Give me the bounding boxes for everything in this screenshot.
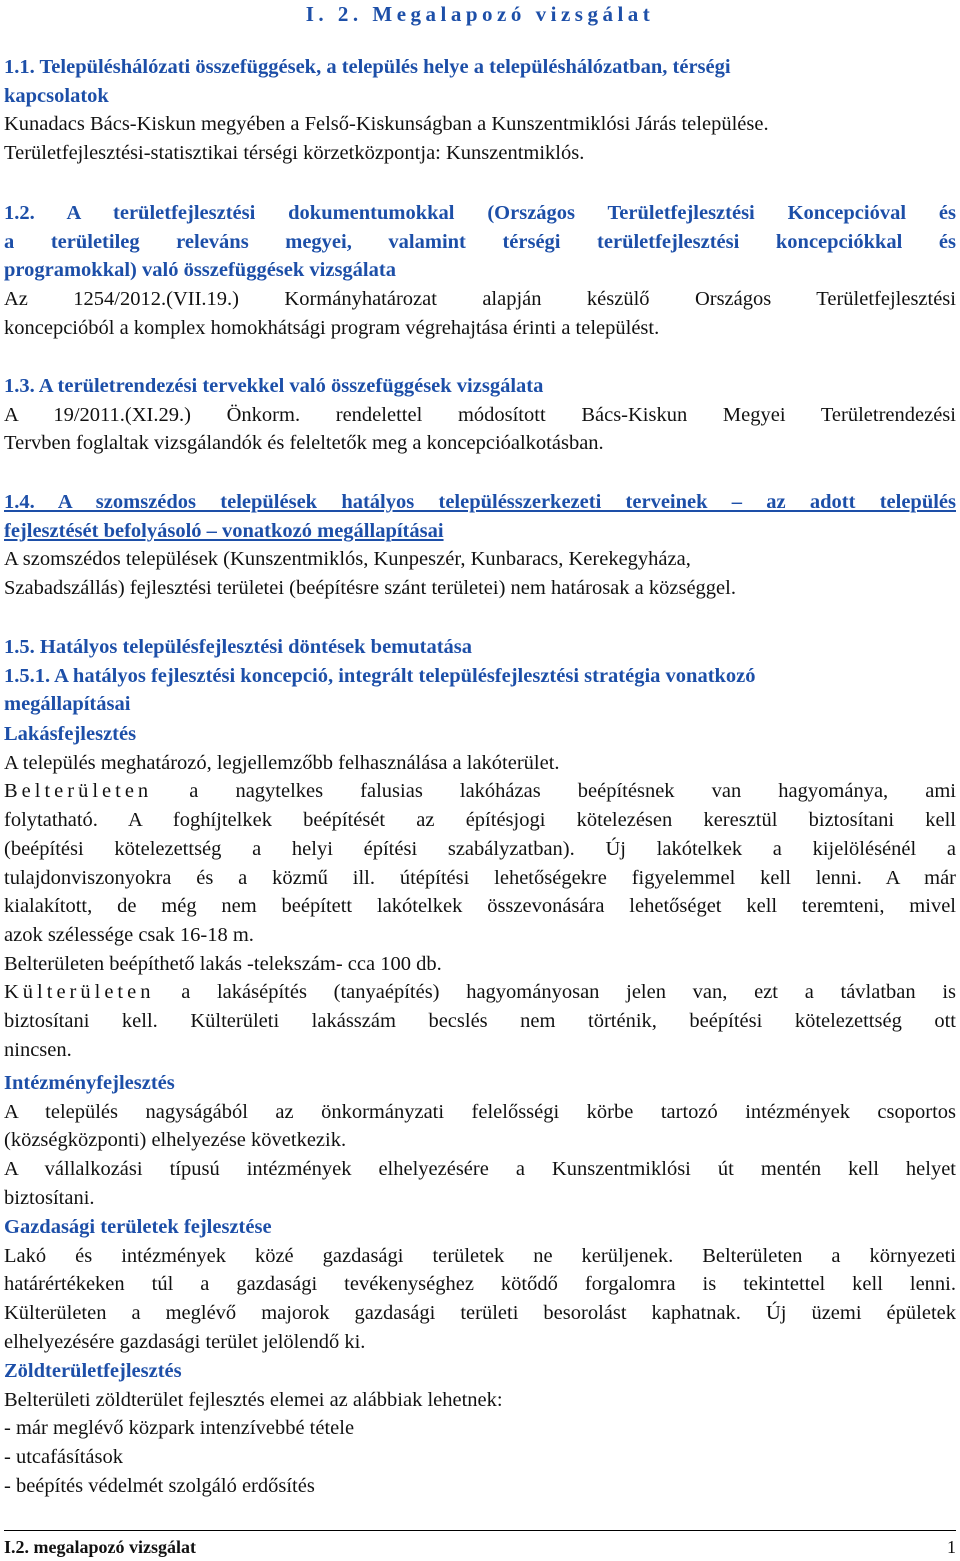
housing-text xyxy=(4,777,956,806)
economic-section xyxy=(4,1213,956,1357)
section-1-1 xyxy=(4,53,956,168)
section-1-4-heading-cont: fejlesztését befolyásoló – vonatkozó megállapításai xyxy=(4,519,444,542)
footer-divider xyxy=(4,1530,956,1531)
section-1-2-heading: 1.2. A területfejlesztési dokumentumokkal (Országos Területfejlesztési Koncepcióval és xyxy=(4,202,956,224)
section-1-1-text: Kunadacs Bács-Kiskun megyében a Felső-Kiskunságban a Kunszentmiklósi Járás települése. xyxy=(4,113,769,136)
housing-plot-count: Belterületen beépíthető lakás -telekszám- cca 100 db. xyxy=(4,952,442,975)
page-number: 1 xyxy=(947,1537,956,1557)
economic-text: Külterületen a meglévő majorok gazdasági területi besorolást kaphatnak. Új üzemi épületek xyxy=(4,1302,956,1325)
section-1-3-text: A 19/2011.(XI.29.) Önkorm. rendelettel módosított Bács-Kiskun Megyei Területrendezési xyxy=(4,403,956,426)
institution-section xyxy=(4,1069,956,1213)
institution-heading: Intézményfejlesztés xyxy=(4,1072,175,1094)
section-1-2 xyxy=(4,199,956,343)
green-area-section xyxy=(4,1357,956,1501)
housing-text: A település meghatározó, legjellemzőbb felhasználása a lakóterület. xyxy=(4,751,560,774)
housing-heading: Lakásfejlesztés xyxy=(4,723,137,745)
section-1-3 xyxy=(4,372,956,458)
institution-text: A vállalkozási típusú intézmények elhelyezésére a Kunszentmiklósi út mentén kell helyet xyxy=(4,1158,956,1181)
housing-text-segment: a nagytelkes falusias lakóházas beépítésnek van hagyománya, ami xyxy=(189,780,956,803)
housing-text: nincsen. xyxy=(4,1038,72,1061)
economic-text: határértékeken túl a gazdasági tevékenységhez kötődő forgalomra is tekintettel kell lenni. xyxy=(4,1273,956,1296)
green-area-intro: Belterületi zöldterület fejlesztés elemei az alábbiak lehetnek: xyxy=(4,1388,503,1411)
housing-text-segment: a lakásépítés (tanyaépítés) hagyományosan jelen van, ezt a távlatban is xyxy=(181,981,957,1004)
section-1-5 xyxy=(4,633,956,719)
section-1-5-1-heading-cont: megállapításai xyxy=(4,693,131,716)
housing-text: biztosítani kell. Külterületi lakásszám becslés nem történik, beépítési kötelezettség ott xyxy=(4,1010,956,1033)
section-1-4-text: Szabadszállás) fejlesztési területei (beépítésre szánt területei) nem határosak a községgel. xyxy=(4,577,736,600)
housing-text xyxy=(4,978,956,1007)
section-1-3-text: Tervben foglaltak vizsgálandók és feleltetők meg a koncepcióalkotásban. xyxy=(4,432,604,455)
section-1-5-heading: 1.5. Hatályos településfejlesztési döntések bemutatása xyxy=(4,636,473,658)
green-area-heading: Zöldterületfejlesztés xyxy=(4,1360,182,1382)
section-1-2-heading-cont: programokkal) való összefüggések vizsgálata xyxy=(4,259,396,282)
section-1-4-heading: 1.4. A szomszédos települések hatályos településszerkezeti terveinek – az adott település xyxy=(4,491,956,513)
economic-text: elhelyezésére gazdasági terület jelölendő ki. xyxy=(4,1330,366,1353)
inner-area-label: Belterületen xyxy=(4,780,153,803)
housing-text: (beépítési kötelezettség a helyi építési szabályzatban). Új lakótelkek a kijelölésénél a xyxy=(4,837,956,860)
section-1-4 xyxy=(4,488,956,603)
housing-text: kialakított, de még nem beépített lakótelkek összevonására lehetőséget kell teremteni, mivel xyxy=(4,895,956,918)
housing-section xyxy=(4,720,956,1064)
economic-heading: Gazdasági területek fejlesztése xyxy=(4,1216,272,1238)
economic-text: Lakó és intézmények közé gazdasági területek ne kerüljenek. Belterületen a környezeti xyxy=(4,1244,956,1267)
section-1-2-text: koncepcióból a komplex homokhátsági program végrehajtása érinti a települést. xyxy=(4,316,660,339)
institution-text: (községközponti) elhelyezése következik. xyxy=(4,1129,347,1152)
section-1-4-text: A szomszédos települések (Kunszentmiklós, Kunpeszér, Kunbaracs, Kerekegyháza, xyxy=(4,548,691,571)
section-1-2-text: Az 1254/2012.(VII.19.) Kormányhatározat alapján készülő Országos Területfejlesztési xyxy=(4,288,956,311)
housing-text: tulajdonviszonyokra és a közmű ill. útépítési lehetőségekre figyelemmel kell lenni. A már xyxy=(4,866,956,889)
list-item: - beépítés védelmét szolgáló erdősítés xyxy=(4,1474,315,1497)
housing-text: azok szélessége csak 16-18 m. xyxy=(4,923,254,946)
housing-text: folytatható. A foghíjtelkek beépítését az építésjogi kötelezésen keresztül biztosítani kell xyxy=(4,809,956,832)
section-1-1-text: Területfejlesztési-statisztikai térségi körzetközpontja: Kunszentmiklós. xyxy=(4,142,585,165)
section-1-5-1-heading: 1.5.1. A hatályos fejlesztési koncepció, integrált településfejlesztési stratégia vonatkozó xyxy=(4,664,756,687)
list-item: - már meglévő közpark intenzívebbé tétele xyxy=(4,1417,355,1440)
list-item: - utcafásítások xyxy=(4,1446,123,1469)
institution-text: biztosítani. xyxy=(4,1186,95,1209)
footer-title: I.2. megalapozó vizsgálat xyxy=(4,1537,196,1557)
document-title: I. 2. Megalapozó vizsgálat xyxy=(305,2,655,26)
section-1-2-heading-cont: a területileg releváns megyei, valamint térségi területfejlesztési koncepciókkal és xyxy=(4,230,956,253)
section-1-1-heading-cont: kapcsolatok xyxy=(4,84,109,107)
outer-area-label: Külterületen xyxy=(4,981,155,1004)
section-1-3-heading: 1.3. A területrendezési tervekkel való összefüggések vizsgálata xyxy=(4,375,544,397)
institution-text: A település nagyságából az önkormányzati felelősségi körbe tartozó intézmények csoportos xyxy=(4,1100,956,1123)
section-1-1-heading: 1.1. Településhálózati összefüggések, a település helye a településhálózatban, térségi xyxy=(4,56,731,78)
